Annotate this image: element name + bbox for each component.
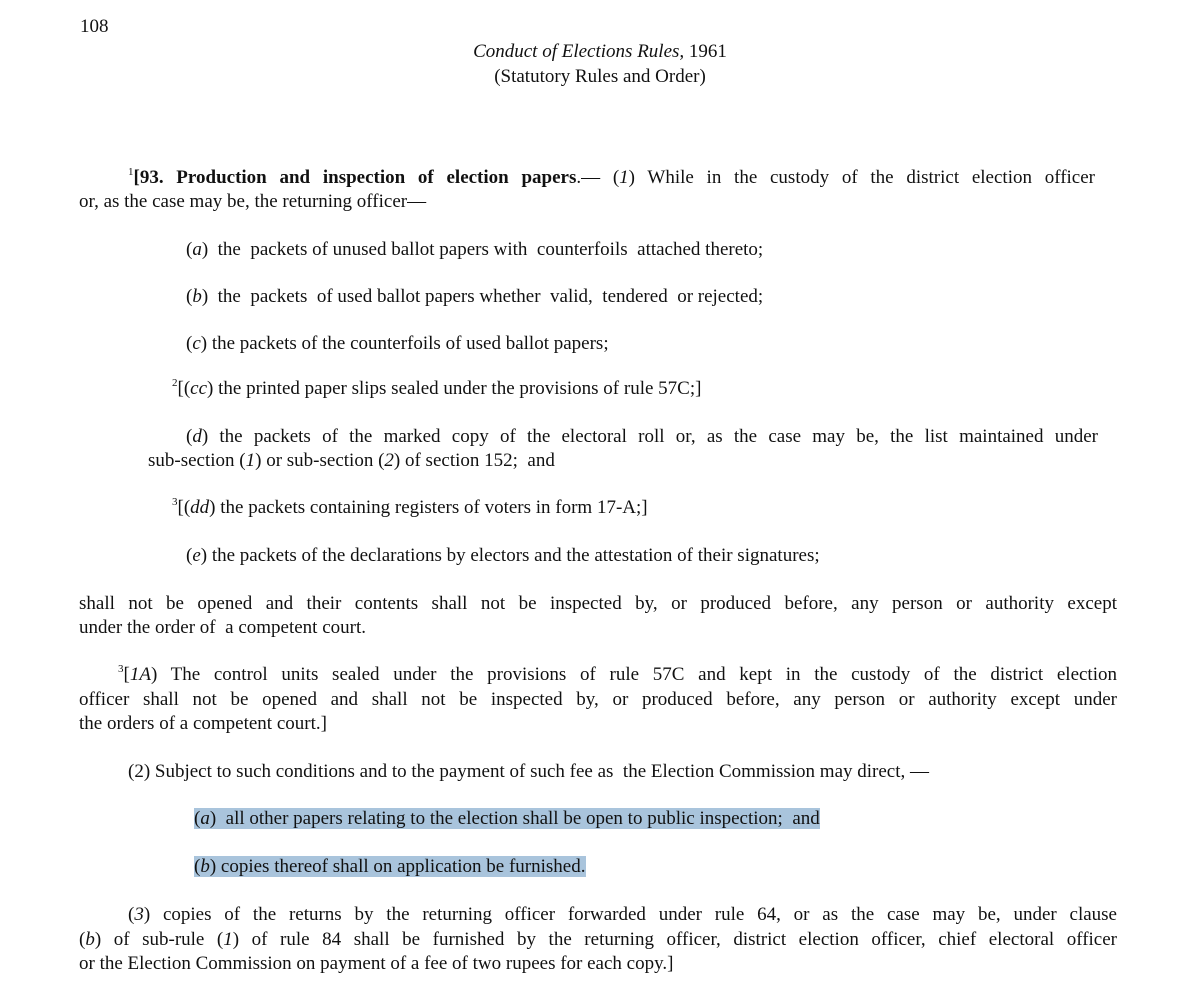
text-segment: 1 [619,167,629,188]
document-title [0,41,1200,63]
text-segment: ( [186,426,193,447]
document-subtitle: (Statutory Rules and Order) [494,66,706,87]
text-segment: ) copies of the returns by the returning officer forwarded under rule 64, or as the case may be, under clause [143,904,1117,925]
text-segment: ) copies thereof shall on application be furnished. [209,856,586,877]
text-segment: ) The control units sealed under the provisions of rule 57C and kept in the custody of the district election [150,664,1117,685]
title-year: 1961 [684,41,727,62]
text-segment: the orders of a competent court.] [79,713,327,734]
text-segment: or, as the case may be, the returning officer— [79,191,427,212]
text-segment: 3 [134,904,144,925]
footnote-marker: 3 [118,663,124,675]
text-segment: ) of sub-rule ( [94,929,224,950]
footnote-marker: 1 [128,166,134,178]
text-segment: ) the packets of unused ballot papers with counterfoils attached thereto; [201,239,764,260]
text-segment: ) the printed paper slips sealed under the provisions of rule 57C;] [207,378,702,399]
text-segment: b [85,929,95,950]
closing-line [79,593,1117,615]
text-segment: b [192,286,202,307]
subrule-2 [128,761,929,783]
text-segment: ( [194,808,201,829]
text-segment: or the Election Commission on payment of a fee of two rupees for each copy.] [79,953,674,974]
subrule-1a-line [79,713,327,735]
text-segment: ) the packets of the marked copy of the electoral roll or, as the case may be, the list maintained under [201,426,1098,447]
text-segment: ) the packets of the counterfoils of used ballot papers; [200,333,609,354]
text-segment: dd [190,497,210,518]
clause-d-line [148,450,555,472]
text-highlight [194,808,820,829]
text-segment: shall not be opened and their contents shall not be inspected by, or produced before, any person or authority except [79,593,1117,614]
text-segment: e [192,545,201,566]
text-segment: sub-section ( [148,450,246,471]
text-segment: ) all other papers relating to the election shall be open to public inspection; and [209,808,820,829]
text-highlight [194,856,586,877]
text-segment: ) of section 152; and [393,450,555,471]
clause-cc [172,378,701,400]
subrule-3-line [79,929,1117,951]
text-segment: ( [79,929,86,950]
text-segment: ) the packets containing registers of voters in form 17-A;] [209,497,648,518]
text-segment: ( [194,856,201,877]
text-segment: a [192,239,202,260]
text-segment: c [192,333,201,354]
text-segment: ( [186,286,193,307]
clause-d-line [186,426,1098,448]
text-segment: .— ( [576,167,620,188]
text-segment: b [200,856,210,877]
subrule-2-clause-b [194,856,586,878]
text-segment: under the order of a competent court. [79,617,366,638]
subrule-2-clause-a [194,808,820,830]
text-segment: 2 [384,450,394,471]
text-segment: ) the packets of used ballot papers whether valid, tendered or rejected; [201,286,764,307]
page-number: 108 [80,16,109,37]
closing-line [79,617,366,639]
text-segment: (2) Subject to such conditions and to the payment of such fee as the Election Commission may direct, — [128,761,929,782]
text-segment: cc [190,378,208,399]
text-segment: ) the packets of the declarations by electors and the attestation of their signatures; [200,545,820,566]
text-segment: [ [123,664,130,685]
subrule-3-line [79,953,673,975]
subrule-1a-line [79,689,1117,711]
text-segment: d [192,426,202,447]
rule-93-heading-line [128,167,1095,189]
text-segment: 1A [129,664,151,685]
text-segment: ( [186,545,193,566]
text-segment: ) of rule 84 shall be furnished by the returning officer, district election officer, chief electoral officer [232,929,1117,950]
clause-a [186,239,763,261]
text-segment: ( [186,239,193,260]
title-text: Conduct of Elections Rules, [473,41,685,62]
text-segment: [( [177,378,191,399]
clause-b [186,286,763,308]
text-segment: 1 [245,450,256,471]
clause-e [186,545,820,567]
subrule-1a-line [118,664,1117,686]
footnote-marker: 2 [172,377,178,389]
rule-93-line [79,191,426,213]
text-segment: [( [177,497,191,518]
footnote-marker: 3 [172,496,178,508]
text-segment: ( [186,333,193,354]
text-segment: a [200,808,210,829]
text-segment: officer shall not be opened and shall not be inspected by, or produced before, any person or authority except under [79,689,1117,710]
text-segment: [93. Production and inspection of election papers [133,167,577,188]
text-segment: ( [128,904,135,925]
text-segment: ) While in the custody of the district election officer [628,167,1095,188]
subrule-3-line [128,904,1117,926]
text-segment: ) or sub-section ( [255,450,385,471]
clause-c [186,333,609,355]
clause-dd [172,497,648,519]
text-segment: 1 [223,929,233,950]
